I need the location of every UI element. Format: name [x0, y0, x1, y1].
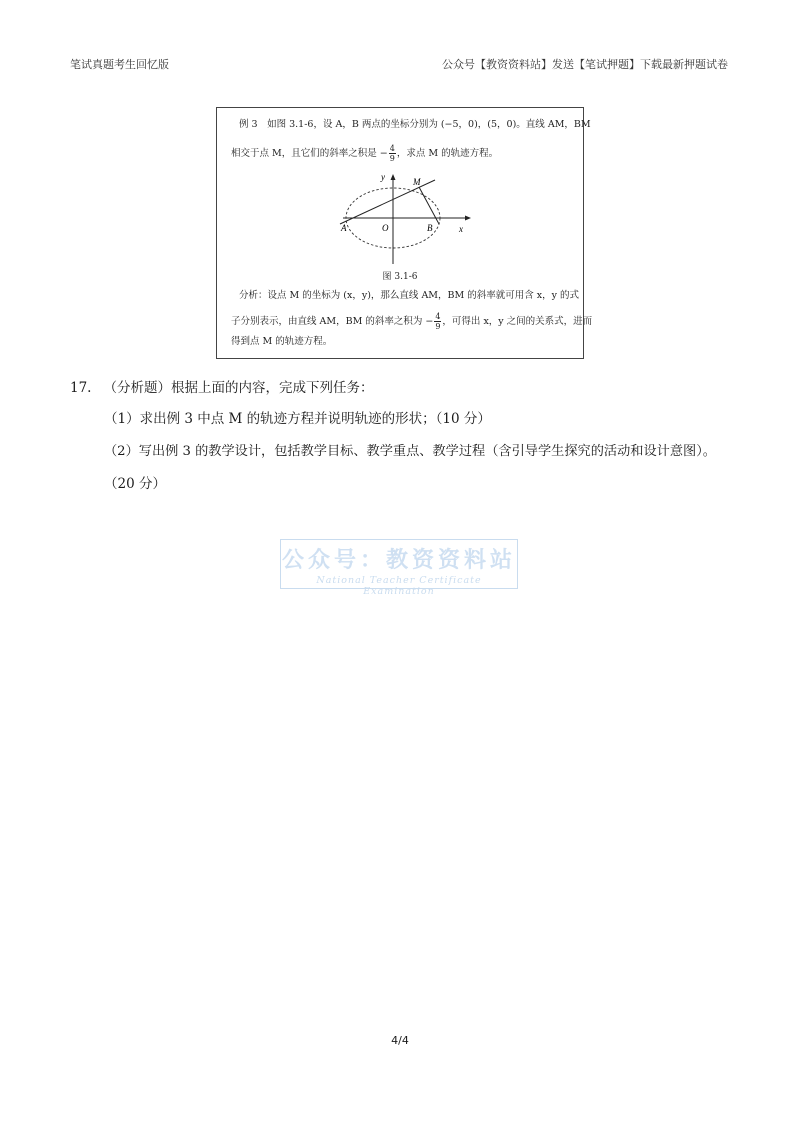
- task-1: （1）求出例 3 中点 M 的轨迹方程并说明轨迹的形状；（10 分）: [104, 411, 491, 427]
- x-axis-arrow: [465, 216, 471, 221]
- watermark-sub: National Teacher Certificate Examination: [316, 575, 482, 597]
- analysis-fraction: $\frac{4}{9}$: [435, 312, 441, 331]
- label-x: x: [459, 224, 463, 234]
- example-line-1: 例 3 如图 3.1-6，设 A，B 两点的坐标分别为 (−5，0)，(5，0)。直线 AM，BM: [239, 119, 591, 130]
- slope-product-fraction: $\frac{4}{9}$: [389, 144, 395, 163]
- analysis-line-2-text-a: 子分别表示，由直线 AM，BM 的斜率之积为 −: [231, 316, 434, 327]
- analysis-line-2: [231, 312, 592, 331]
- figure-caption: 图 3.1-6: [382, 272, 418, 282]
- analysis-line-1: 分析：设点 M 的坐标为 (x，y)，那么直线 AM，BM 的斜率就可用含 x，y 的式: [239, 290, 580, 301]
- watermark-main: 公众号：教资资料站: [281, 548, 516, 573]
- analysis-line-2-text-b: ，可得出 x，y 之间的关系式，进而: [442, 316, 593, 327]
- label-a: A: [341, 223, 347, 233]
- ellipse-figure: [335, 164, 475, 268]
- analysis-line-3: 得到点 M 的轨迹方程。: [231, 336, 333, 347]
- watermark: [280, 539, 518, 597]
- example-line-2-text-b: ，求点 M 的轨迹方程。: [396, 148, 499, 159]
- example-line-2: [231, 144, 498, 163]
- question-title: （分析题）根据上面的内容，完成下列任务：: [103, 380, 374, 396]
- header-right-notice: 公众号【教资资料站】发送【笔试押题】下载最新押题试卷: [442, 58, 728, 71]
- question-number: 17.: [70, 380, 92, 396]
- header-left-title: 笔试真题考生回忆版: [70, 58, 169, 71]
- line-am: [340, 180, 435, 224]
- task-2: （2）写出例 3 的教学设计，包括教学目标、教学重点、教学过程（含引导学生探究的活动和设计意图）。: [104, 444, 716, 459]
- task-2-score: （20 分）: [104, 476, 166, 492]
- label-b: B: [427, 223, 433, 233]
- label-m: M: [413, 177, 421, 187]
- question-heading: [70, 376, 373, 396]
- y-axis-arrow: [391, 174, 396, 180]
- page-number: 4/4: [391, 1034, 409, 1047]
- example-box: [216, 107, 593, 359]
- example-line-2-text-a: 相交于点 M，且它们的斜率之积是 −: [231, 148, 388, 159]
- label-y: y: [381, 172, 385, 182]
- label-o: O: [382, 223, 389, 233]
